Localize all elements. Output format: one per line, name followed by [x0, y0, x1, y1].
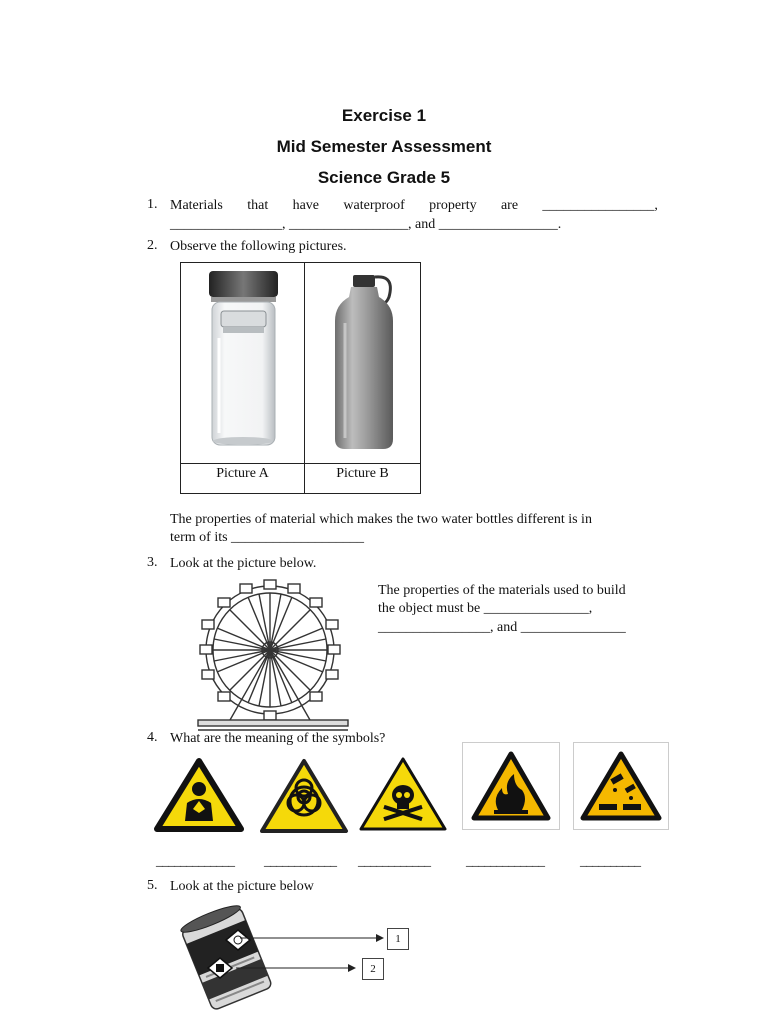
q1-word: that [247, 198, 269, 213]
q2-number: 2. [147, 238, 158, 253]
ferris-wheel-image [190, 578, 360, 738]
q3-side-line1: The properties of the materials used to build [378, 583, 626, 598]
q1-word: property [429, 198, 477, 213]
q5-text: Look at the picture below [170, 879, 314, 894]
symbol-2-blank: ____________ [264, 854, 336, 869]
q1-blank: ________________, [542, 198, 658, 213]
glass-bottle-image [181, 263, 304, 458]
flammable-icon [462, 742, 560, 830]
picture-b-cell [305, 263, 421, 464]
corrosive-icon [573, 742, 669, 830]
q4-number: 4. [147, 730, 158, 745]
q1-line2: ________________, _________________, and _________________. [170, 217, 562, 232]
toxic-skull-icon [357, 755, 449, 835]
q1-word: Materials [170, 198, 223, 213]
symbol-1-blank: _____________ [156, 854, 234, 869]
bottle-picture-table [180, 262, 421, 494]
label-box-1: 1 [387, 928, 409, 950]
symbol-4-blank: _____________ [466, 854, 544, 869]
picture-a-cell [181, 263, 305, 464]
symbol-5-blank: __________ [580, 854, 640, 869]
q3-number: 3. [147, 555, 158, 570]
q1-number: 1. [147, 197, 158, 212]
label-box-2: 2 [362, 958, 384, 980]
q3-side-line2: the object must be _______________, [378, 601, 593, 616]
q3-text: Look at the picture below. [170, 556, 317, 571]
q4-text: What are the meaning of the symbols? [170, 731, 386, 746]
assessment-title: Mid Semester Assessment [276, 137, 492, 156]
q1-word: waterproof [343, 198, 405, 213]
grade-title: Science Grade 5 [317, 168, 451, 187]
q2-follow-line1: The properties of material which makes the two water bottles different is in [170, 512, 592, 527]
biohazard-icon [258, 755, 350, 837]
metal-bottle-image [305, 263, 420, 458]
q3-side-line3: ________________, and _______________ [378, 620, 626, 635]
q1-word: are [500, 198, 519, 213]
q1-word: have [292, 198, 320, 213]
picture-a-label: Picture A [181, 464, 305, 494]
q2-follow-line2: term of its ___________________ [170, 530, 365, 545]
picture-b-label: Picture B [305, 464, 421, 494]
exercise-title: Exercise 1 [341, 106, 427, 125]
q5-number: 5. [147, 878, 158, 893]
health-hazard-icon [153, 757, 245, 833]
q2-text: Observe the following pictures. [170, 239, 347, 254]
symbol-3-blank: ____________ [358, 854, 430, 869]
q1-line1 [170, 196, 658, 215]
